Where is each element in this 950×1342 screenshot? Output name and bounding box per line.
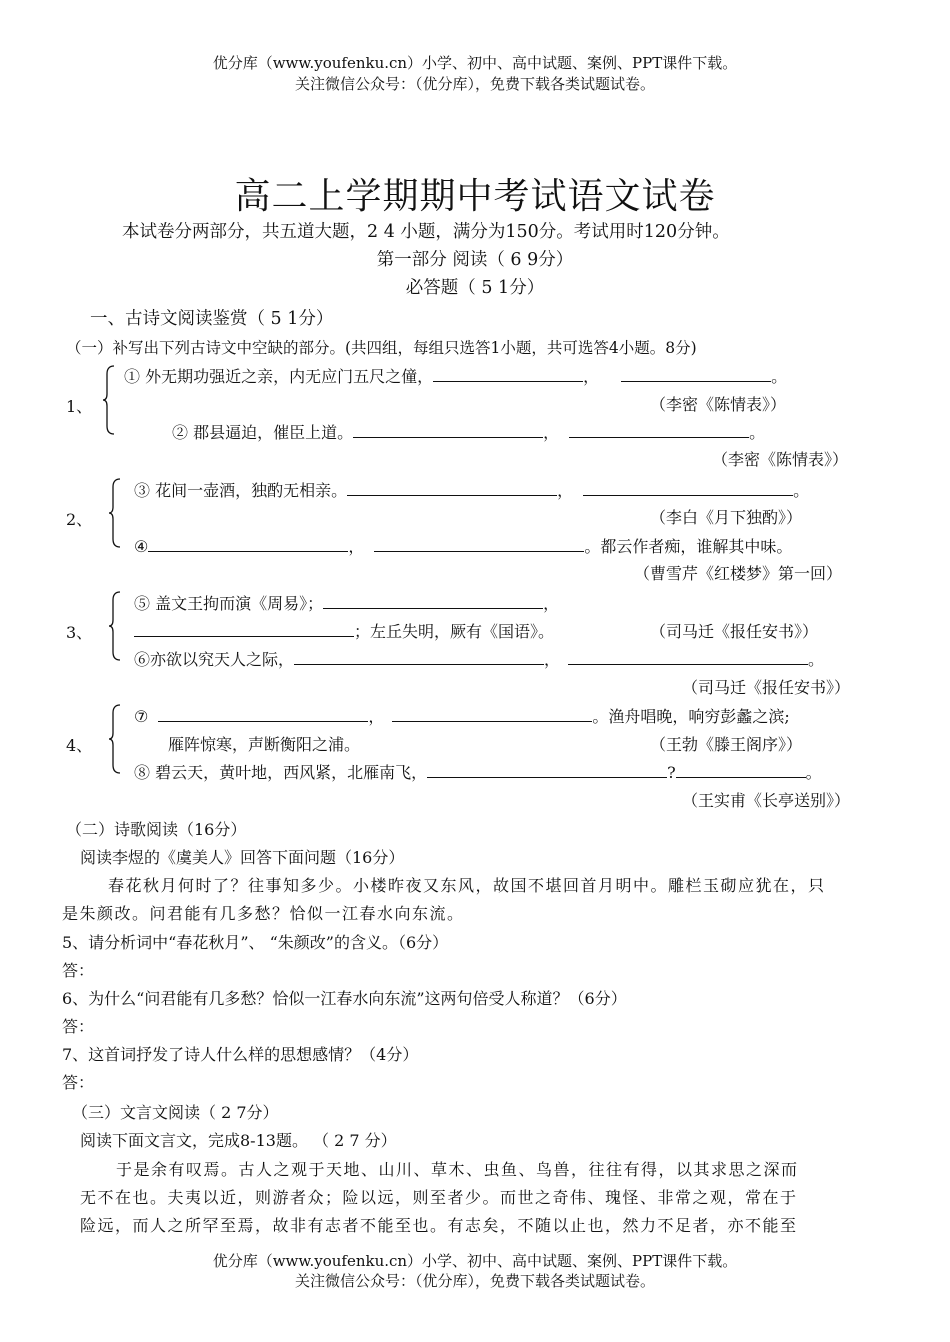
answer-blank[interactable] [323, 594, 543, 609]
answer-blank[interactable] [158, 707, 368, 722]
source-citation: （王勃《滕王阁序》） [650, 735, 803, 754]
source-citation: （李密《陈情表》） [650, 395, 787, 414]
fill-item-3: ③ 花间一壶酒，独酌无相亲。 ， 。 [134, 481, 810, 500]
footer-line-1: 优分库（www.youfenku.cn）小学、初中、高中试题、案例、PPT课件下载。 [212, 1252, 738, 1270]
poem-instruction: 阅读李煜的《虞美人》回答下面问题（16分） [80, 848, 405, 867]
answer-blank[interactable] [621, 367, 771, 382]
answer-blank[interactable] [676, 763, 806, 778]
group-number: 1、 [66, 397, 93, 416]
classical-instruction: 阅读下面文言文，完成8-13题。 （ 2 7 分） [80, 1131, 397, 1150]
required-heading: 必答题（ 5 1分） [405, 278, 545, 298]
source-citation: （王实甫《长亭送别》） [682, 791, 851, 810]
fill-item-7: ⑦ ， 。渔舟唱晚，响穷彭蠡之滨; [134, 707, 790, 726]
poem-text-line-1: 春花秋月何时了？往事知多少。小楼昨夜又东风，故国不堪回首月明中。雕栏玉砌应犹在，只 [108, 876, 826, 895]
brace-icon [108, 590, 122, 662]
section-one-heading: 一、古诗文阅读鉴赏（ 5 1分） [90, 309, 334, 329]
answer-blank[interactable] [427, 763, 667, 778]
answer-blank[interactable] [353, 423, 543, 438]
fill-item-8: ⑧ 碧云天，黄叶地，西风紧，北雁南飞， ? 。 [134, 763, 822, 782]
exam-intro: 本试卷分两部分，共五道大题，2 4 小题，满分为150分。考试用时120分钟。 [122, 222, 730, 242]
brace-icon [108, 703, 122, 775]
fill-item-2: ② 郡县逼迫，催臣上道。 ， 。 [172, 423, 766, 442]
answer-blank[interactable] [583, 481, 793, 496]
footer-line-2: 关注微信公众号：（优分库），免费下载各类试题试卷。 [294, 1272, 655, 1290]
answer-blank[interactable] [148, 537, 348, 552]
question-5: 5、请分析词中“春花秋月”、 “朱颜改”的含义。（6分） [62, 933, 449, 952]
subsection-one-instruction: （一）补写出下列古诗文中空缺的部分。(共四组，每组只选答1小题，共可选答4小题。8分) [66, 339, 697, 357]
source-citation: （李白《月下独酌》） [650, 508, 803, 527]
answer-blank[interactable] [433, 367, 583, 382]
classical-text-line-2: 无不在也。夫夷以近，则游者众；险以远，则至者少。而世之奇伟、瑰怪、非常之观，常在于 [80, 1188, 798, 1207]
fill-item-6: ⑥亦欲以究天人之际， ， 。 [134, 650, 825, 669]
answer-blank[interactable] [392, 707, 592, 722]
source-citation: （李密《陈情表》） [712, 450, 849, 469]
header-line-2: 关注微信公众号：（优分库），免费下载各类试题试卷。 [294, 75, 655, 93]
answer-blank[interactable] [569, 423, 749, 438]
answer-blank[interactable] [134, 622, 354, 637]
group-number: 4、 [66, 736, 93, 755]
fill-item-4: ④ ， 。都云作者痴，谁解其中味。 [134, 537, 793, 556]
answer-5-label: 答： [62, 961, 95, 980]
classical-text-line-3: 险远，而人之所罕至焉，故非有志者不能至也。有志矣，不随以止也，然力不足者，亦不能至 [80, 1216, 798, 1235]
brace-icon [108, 477, 122, 549]
group-number: 2、 [66, 510, 93, 529]
poem-text-line-2: 是朱颜改。问君能有几多愁？恰似一江春水向东流。 [62, 904, 465, 923]
fill-item-5: ⑤ 盖文王拘而演《周易》； ， [134, 594, 560, 613]
header-line-1: 优分库（www.youfenku.cn）小学、初中、高中试题、案例、PPT课件下载。 [212, 54, 738, 72]
page-title: 高二上学期期中考试语文试卷 [234, 176, 716, 217]
source-citation: （司马迁《报任安书》） [682, 678, 851, 697]
answer-blank[interactable] [294, 650, 544, 665]
classical-text-line-1: 于是余有叹焉。古人之观于天地、山川、草木、虫鱼、鸟兽，往往有得，以其求思之深而 [116, 1160, 799, 1179]
question-6: 6、为什么“问君能有几多愁？恰似一江春水向东流”这两句倍受人称道？（6分） [62, 989, 627, 1008]
answer-blank[interactable] [374, 537, 584, 552]
group-number: 3、 [66, 623, 93, 642]
fill-item-7-cont: 雁阵惊寒，声断衡阳之浦。 [168, 735, 361, 754]
part-one-heading: 第一部分 阅读（ 6 9分） [376, 250, 574, 270]
answer-blank[interactable] [347, 481, 557, 496]
fill-item-1: ① 外无期功强近之亲，内无应门五尺之僮， ， 。 [124, 367, 788, 386]
subsection-three-heading: （三）文言文阅读（ 2 7分） [72, 1103, 279, 1122]
fill-item-5-cont: ；左丘失明，厥有《国语》。 [134, 619, 554, 642]
answer-7-label: 答： [62, 1073, 95, 1092]
answer-blank[interactable] [568, 650, 808, 665]
question-7: 7、这首词抒发了诗人什么样的思想感情？（4分） [62, 1045, 419, 1064]
subsection-two-heading: （二）诗歌阅读（16分） [66, 820, 247, 839]
source-citation: （曹雪芹《红楼梦》第一回） [634, 564, 843, 583]
answer-6-label: 答： [62, 1017, 95, 1036]
source-citation: （司马迁《报任安书》） [650, 622, 819, 641]
brace-icon [102, 364, 116, 436]
